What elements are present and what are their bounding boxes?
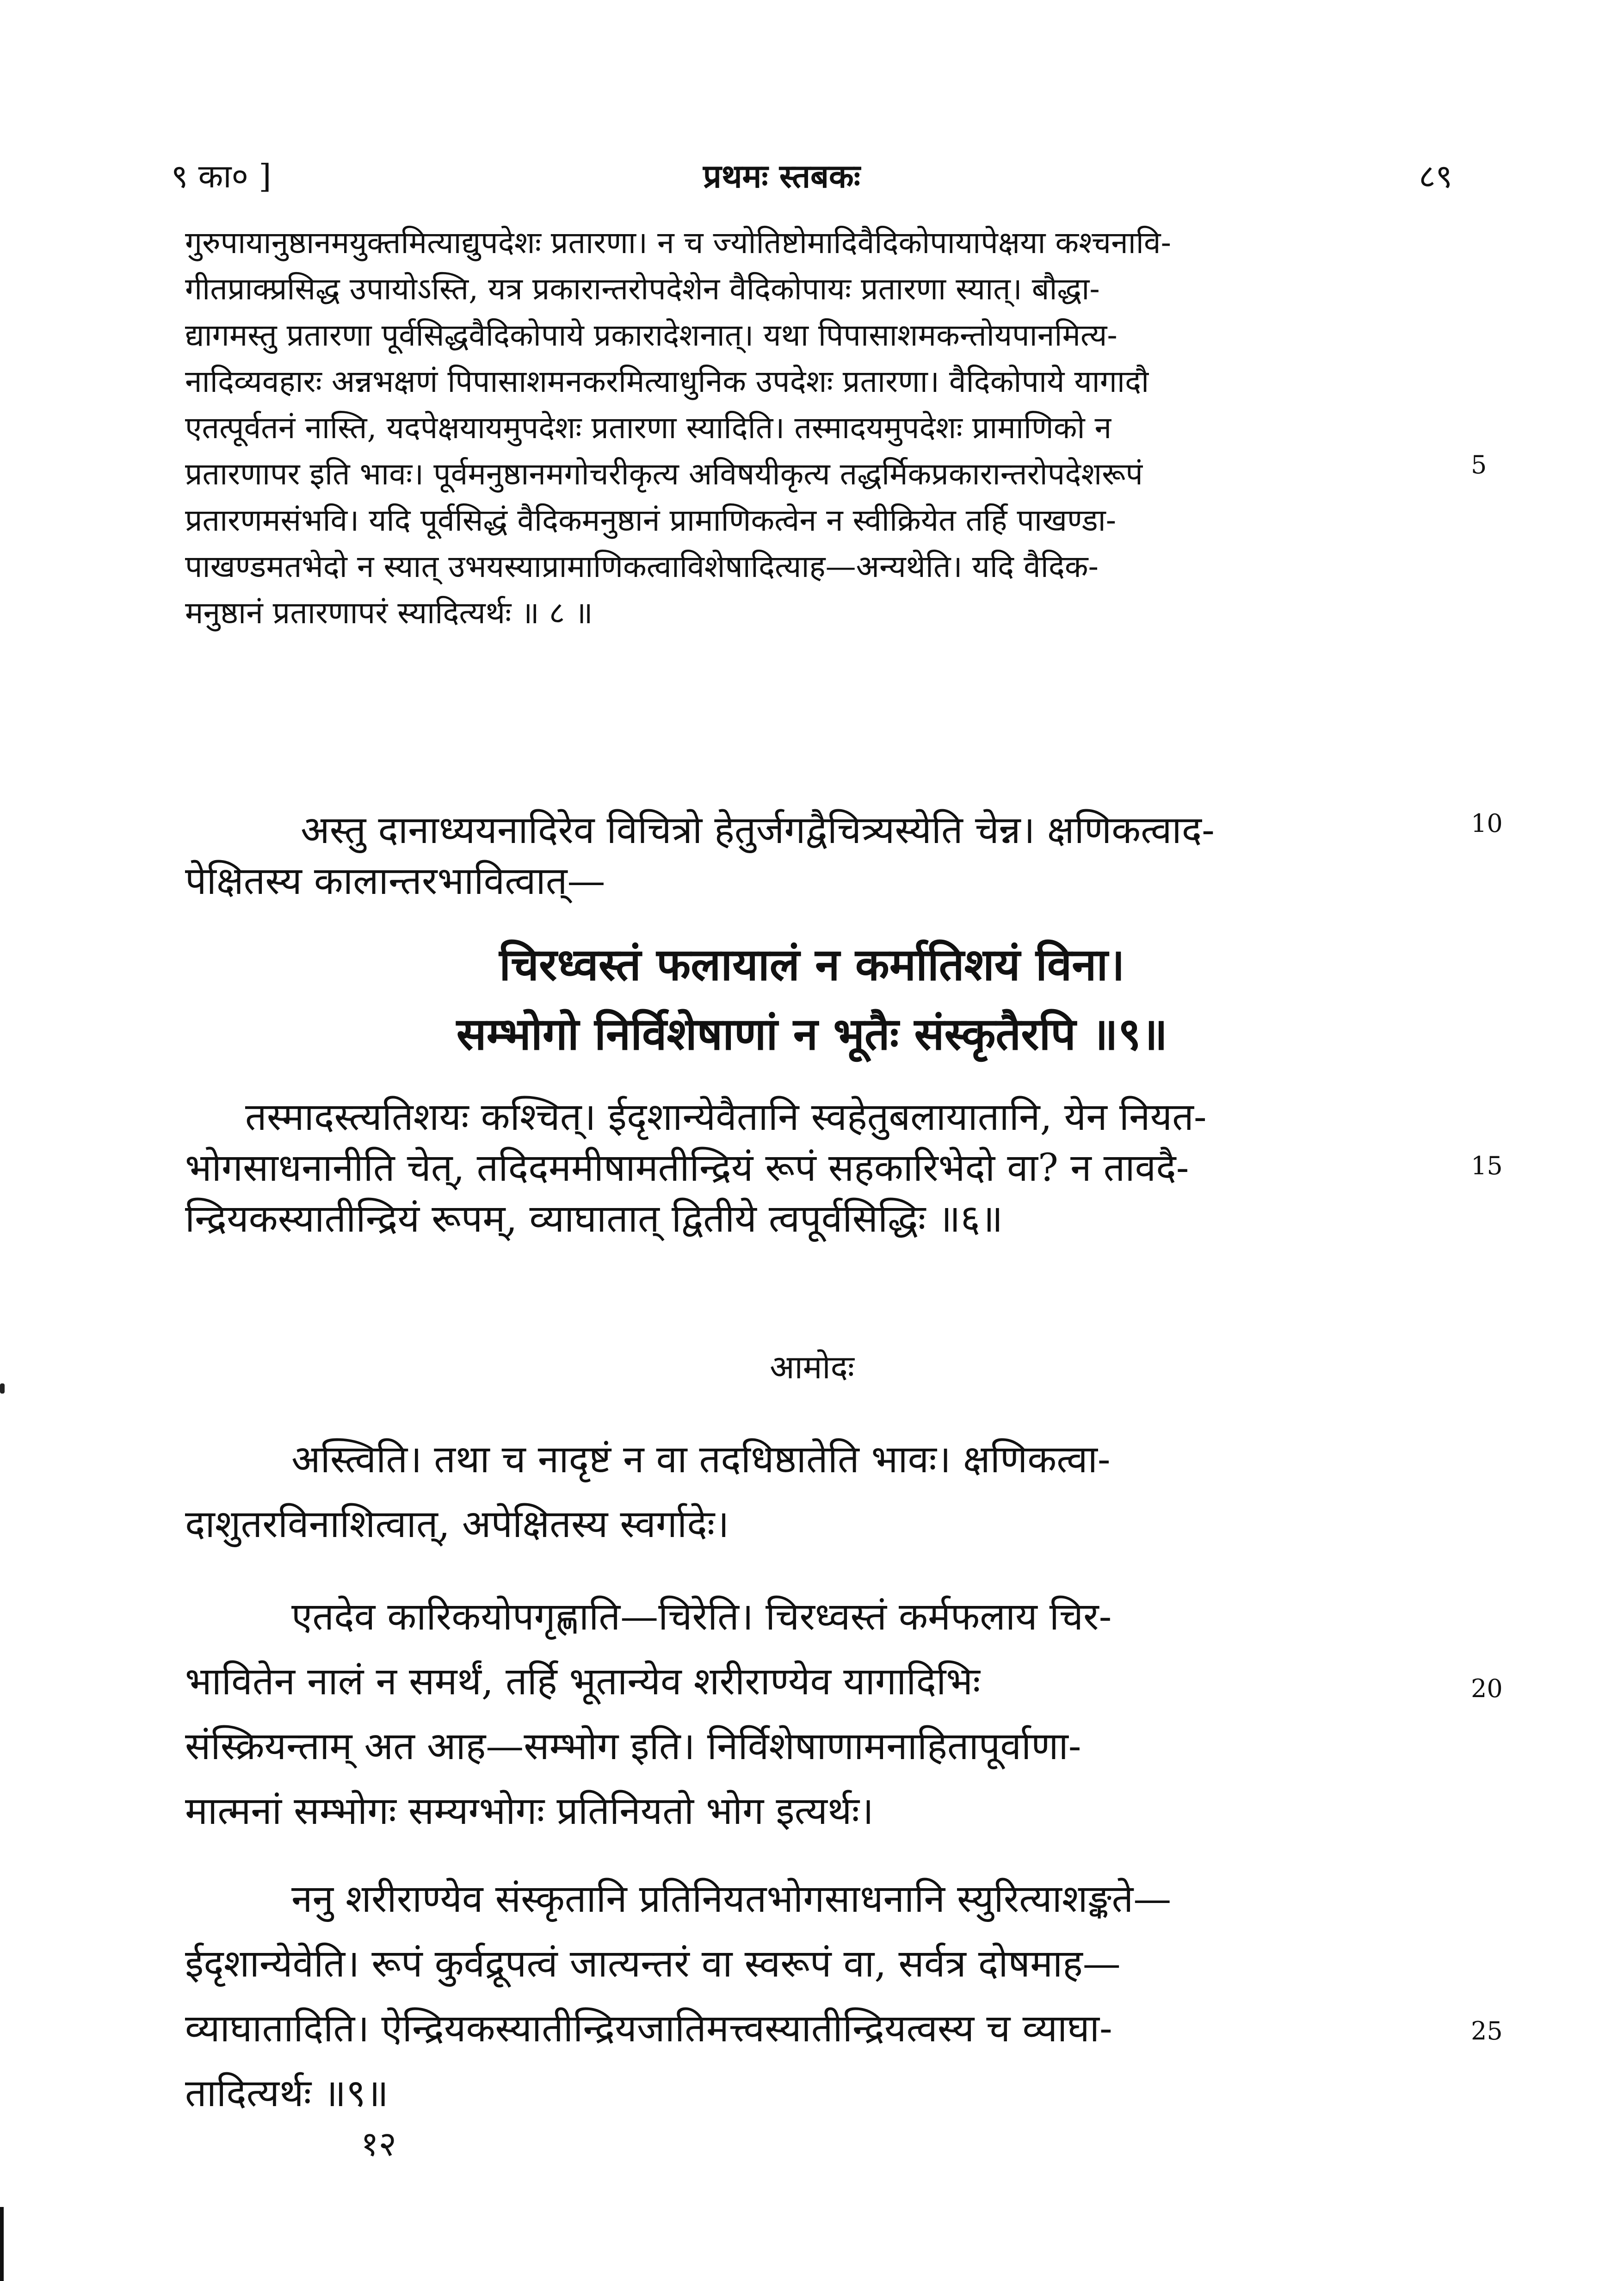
commentary-line: द्यागमस्तु प्रतारणा पूर्वसिद्धवैदिकोपाये प्रकारादेशनात्। यथा पिपासाशमकन्तोयपानमित्य- (185, 317, 1118, 353)
commentary-heading: आमोदः (770, 1348, 854, 1386)
header-page-number: ८९ (1419, 157, 1452, 195)
commentary-line: एतत्पूर्वतनं नास्ति, यदपेक्षयायमुपदेशः प्रतारणा स्यादिति। तस्मादयमुपदेशः प्रामाणिको न (185, 410, 1112, 446)
amoda-line: भावितेन नालं न समर्थं, तर्हि भूतान्येव शरीराण्येव यागादिभिः (185, 1660, 981, 1704)
footer-signature-number: १२ (361, 2124, 396, 2164)
amoda-line: ननु शरीराण्येव संस्कृतानि प्रतिनियतभोगसाधनानि स्युरित्याशङ्कते— (291, 1877, 1172, 1921)
header-chapter-title: प्रथमः स्तबकः (703, 157, 860, 195)
main-text-line: पेक्षितस्य कालान्तरभावित्वात्— (185, 859, 605, 903)
line-number: 5 (1471, 450, 1487, 479)
commentary-line: नादिव्यवहारः अन्नभक्षणं पिपासाशमनकरमित्याधुनिक उपदेशः प्रतारणा। वैदिकोपाये यागादौ (185, 364, 1149, 399)
commentary-line: गीतप्राक्प्रसिद्ध उपायोऽस्ति, यत्र प्रकारान्तरोपदेशेन वैदिकोपायः प्रतारणा स्यात्। बौद्धा- (185, 271, 1100, 307)
commentary-line: प्रतारणमसंभवि। यदि पूर्वसिद्धं वैदिकमनुष्ठानं प्रामाणिकत्वेन न स्वीक्रियेत तर्हि पाखण्डा- (185, 502, 1117, 538)
amoda-line: मात्मनां सम्भोगः सम्यग्भोगः प्रतिनियतो भोग इत्यर्थः। (185, 1789, 874, 1833)
verse-line-2: सम्भोगो निर्विशेषाणां न भूतैः संस्कृतैरपि ॥९॥ (456, 1008, 1168, 1060)
amoda-line: व्याघातादिति। ऐन्द्रियकस्यातीन्द्रियजातिमत्त्वस्यातीन्द्रियत्वस्य च व्याघा- (185, 2007, 1112, 2051)
line-number: 15 (1471, 1151, 1503, 1180)
amoda-line: संस्क्रियन्ताम् अत आह—सम्भोग इति। निर्विशेषाणामनाहितापूर्वाणा- (185, 1724, 1081, 1768)
line-number: 10 (1471, 809, 1503, 838)
commentary-line: प्रतारणापर इति भावः। पूर्वमनुष्ठानमगोचरीकृत्य अविषयीकृत्य तद्धर्मिकप्रकारान्तरोपदेशरूपं (185, 456, 1143, 492)
scan-edge-mark (0, 1383, 5, 1394)
amoda-line: ईदृशान्येवेति। रूपं कुर्वद्रूपत्वं जात्यन्तरं वा स्वरूपं वा, सर्वत्र दोषमाह— (185, 1942, 1121, 1986)
commentary-line: पाखण्डमतभेदो न स्यात् उभयस्याप्रामाणिकत्वाविशेषादित्याह—अन्यथेति। यदि वैदिक- (185, 549, 1099, 584)
amoda-line: दाशुतरविनाशित्वात्, अपेक्षितस्य स्वर्गादेः। (185, 1502, 729, 1546)
main-text-line: अस्तु दानाध्ययनादिरेव विचित्रो हेतुर्जगद्वैचित्र्यस्येति चेन्न। क्षणिकत्वाद- (301, 808, 1215, 852)
main-text-line: भोगसाधनानीति चेत्, तदिदममीषामतीन्द्रियं रूपं सहकारिभेदो वा? न तावदै- (185, 1146, 1189, 1190)
header-section-ref: ९ का० ] (171, 157, 272, 195)
scan-edge-border (0, 2207, 4, 2281)
amoda-line: तादित्यर्थः ॥९॥ (185, 2071, 389, 2115)
commentary-line: मनुष्ठानं प्रतारणापरं स्यादित्यर्थः ॥ ८ ॥ (185, 595, 593, 631)
verse-line-1: चिरध्वस्तं फलायालं न कर्मातिशयं विना। (499, 938, 1125, 991)
page-header (171, 153, 1452, 204)
amoda-line: एतदेव कारिकयोपगृह्णाति—चिरेति। चिरध्वस्तं कर्मफलाय चिर- (291, 1595, 1112, 1639)
commentary-line: गुरुपायानुष्ठानमयुक्तमित्याद्युपदेशः प्रतारणा। न च ज्योतिष्टोमादिवैदिकोपायापेक्षया कश्चनावि- (185, 225, 1171, 260)
line-number: 20 (1471, 1674, 1503, 1703)
main-text-line: न्द्रियकस्यातीन्द्रियं रूपम्, व्याघातात् द्वितीये त्वपूर्वसिद्धिः ॥६॥ (185, 1197, 1003, 1241)
main-text-line: तस्मादस्त्यतिशयः कश्चित्। ईदृशान्येवैतानि स्वहेतुबलायातानि, येन नियत- (245, 1095, 1207, 1139)
amoda-line: अस्त्विति। तथा च नादृष्टं न वा तदधिष्ठातेति भावः। क्षणिकत्वा- (291, 1438, 1111, 1481)
line-number: 25 (1471, 2016, 1503, 2045)
